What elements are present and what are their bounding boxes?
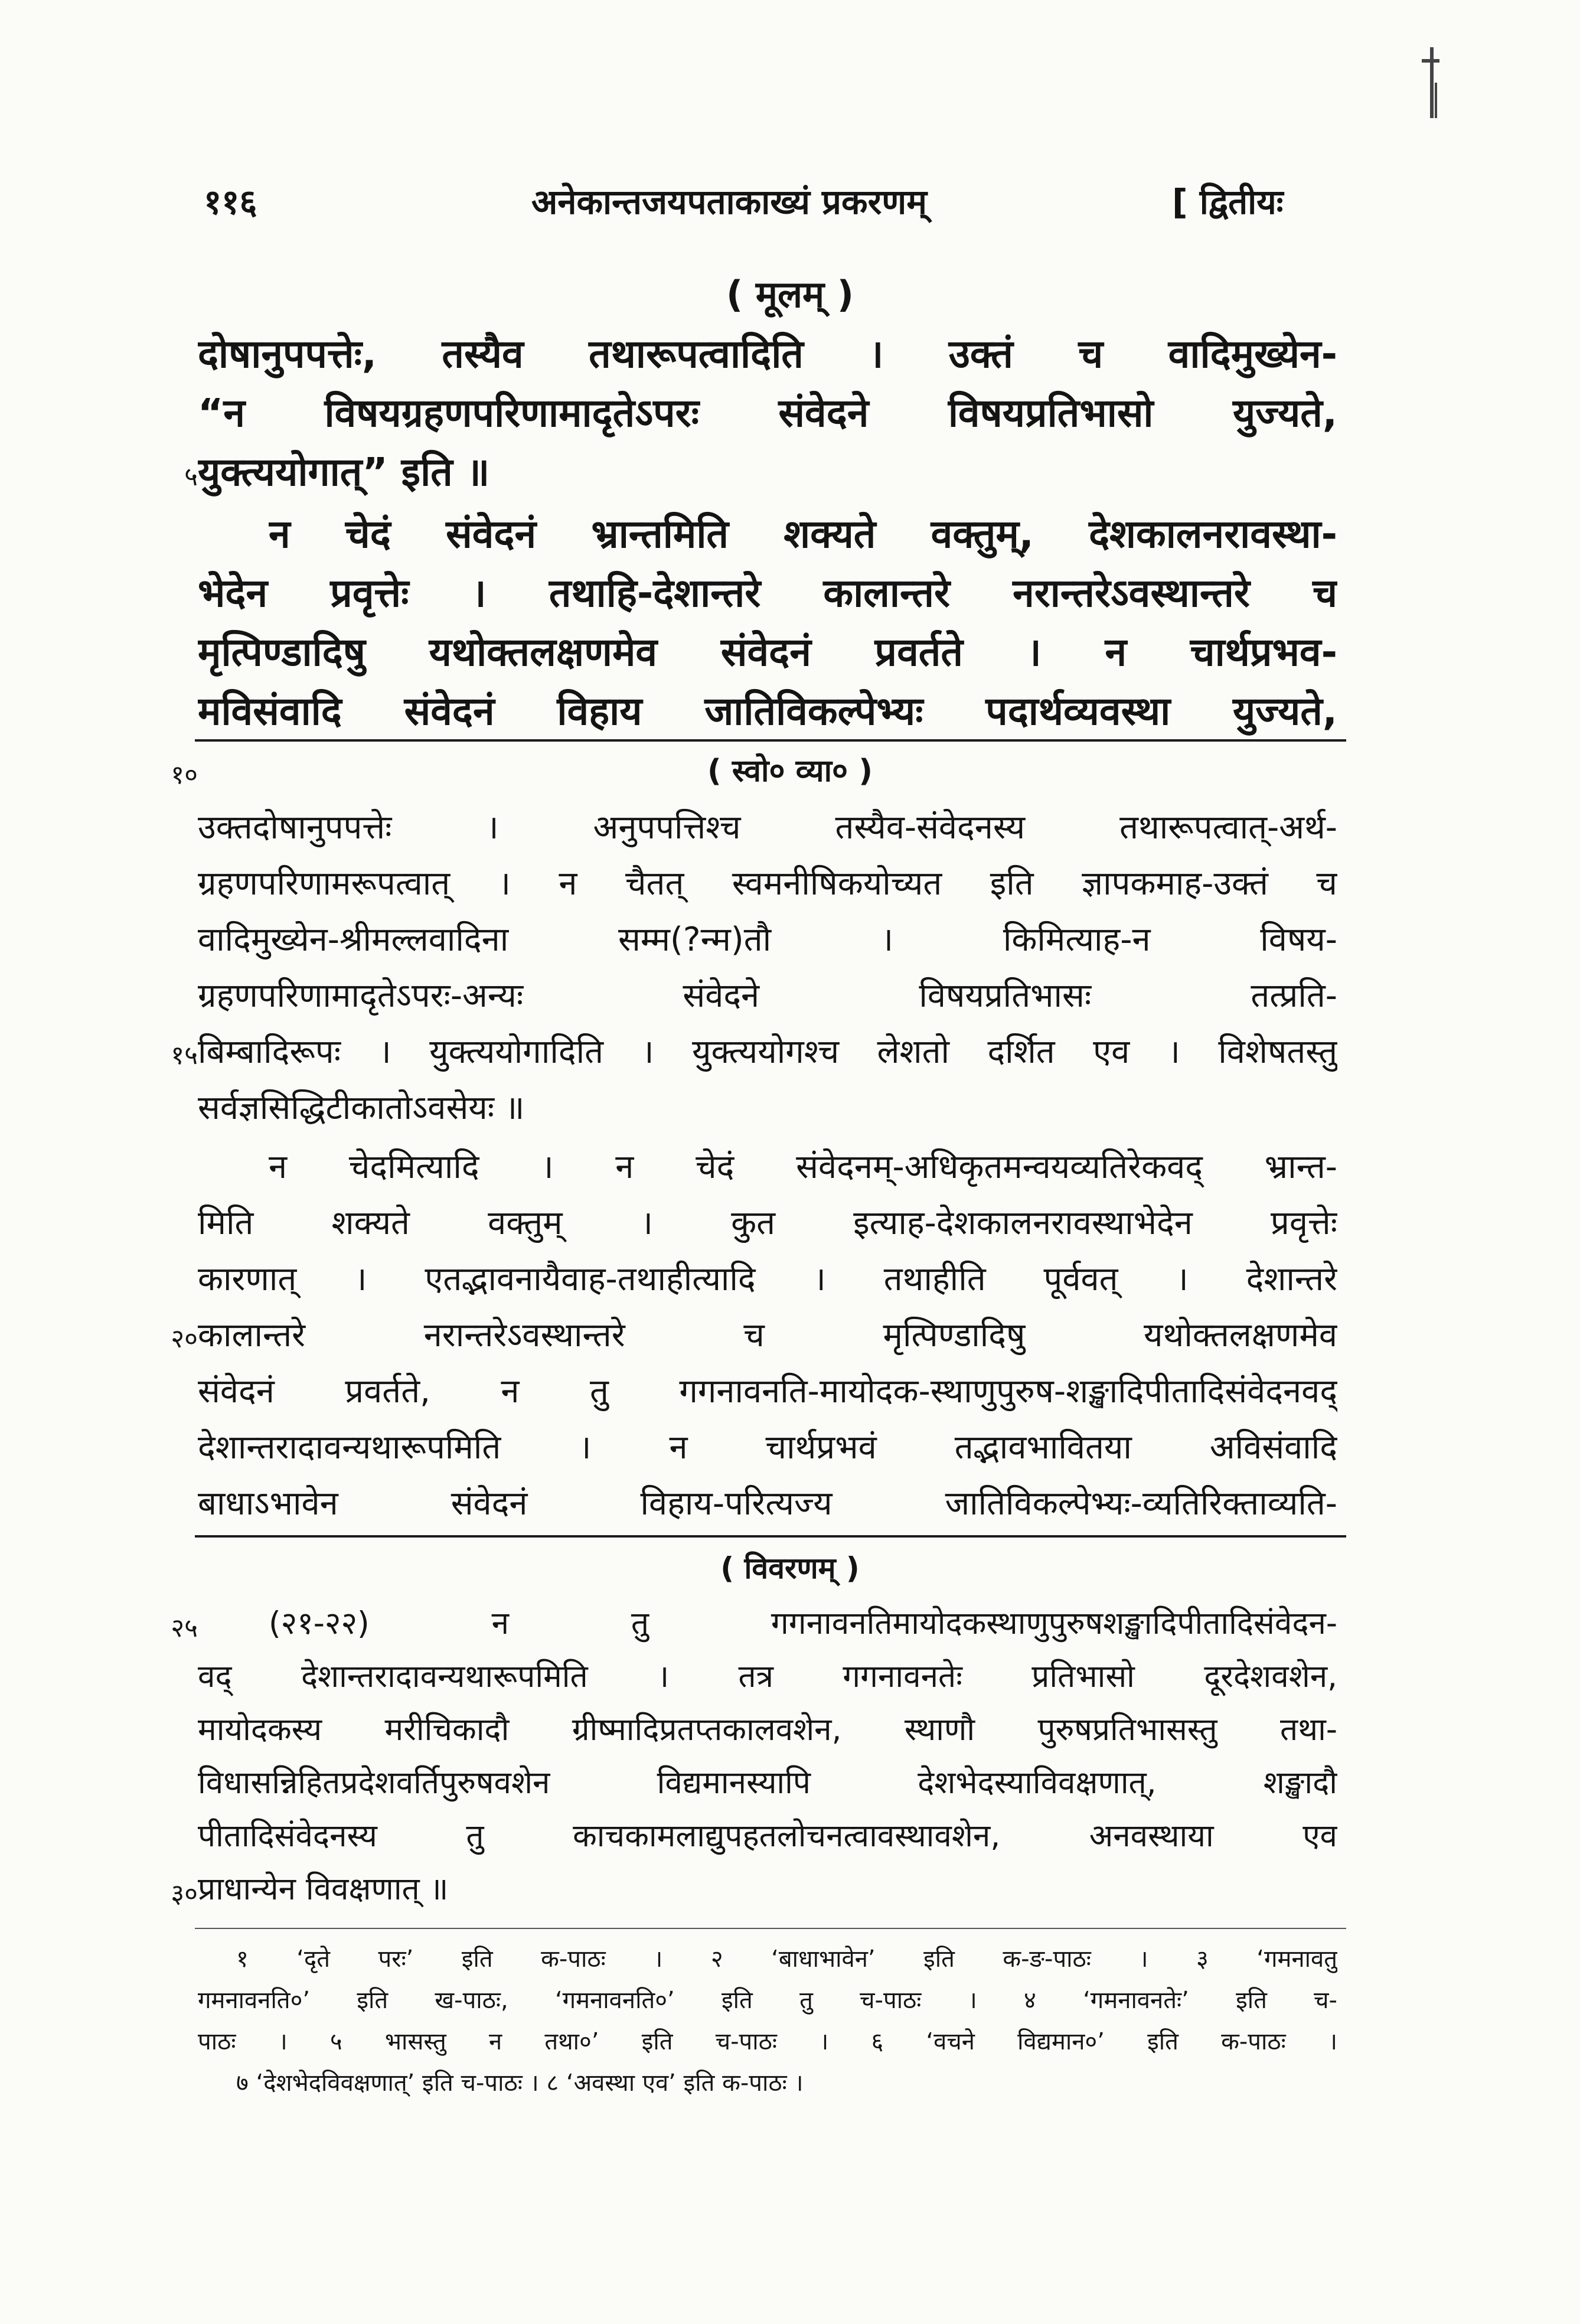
mulam-line-2: “न विषयग्रहणपरिणामादृतेऽपरः संवेदने विषयप्रतिभासो युज्यते, (198, 390, 1337, 436)
page-number: ११६ (204, 182, 257, 222)
svopajna-line-6: सर्वज्ञसिद्धिटीकातोऽवसेयः ॥ (198, 1089, 525, 1127)
svopajna-line-8: मिति शक्यते वक्तुम् । कुत इत्याह-देशकालनरावस्थाभेदेन प्रवृत्तेः (198, 1204, 1337, 1242)
mulam-divider (195, 739, 1346, 742)
mulam-line-6: मृत्पिण्डादिषु यथोक्तलक्षणमेव संवेदनं प्रवर्तते । न चार्थप्रभव- (198, 629, 1337, 675)
mulam-line-7: मविसंवादि संवेदनं विहाय जातिविकल्पेभ्यः पदार्थव्यवस्था युज्यते, (198, 688, 1337, 734)
vivaranam-line-1: (२१-२२) न तु गगनावनतिमायोदकस्थाणुपुरुषशङ्खादिपीतादिसंवेदन- (269, 1605, 1337, 1641)
footnote-line-4: ७ ‘देशभेदविवक्षणात्’ इति च-पाठः । ८ ‘अवस्था एव’ इति क-पाठः । (236, 2070, 804, 2097)
svopajna-line-10: कालान्तरे नरान्तरेऽवस्थान्तरे च मृत्पिण्डादिषु यथोक्तलक्षणमेव (198, 1316, 1337, 1354)
line-number-5: ५ (184, 462, 198, 492)
svopajna-line-7: न चेदमित्यादि । न चेदं संवेदनम्-अधिकृतमन्वयव्यतिरेकवद् भ्रान्त- (269, 1148, 1337, 1186)
svopajna-line-3: वादिमुख्येन-श्रीमल्लवादिना सम्म(?न्म)तौ । किमित्याह-न विषय- (198, 921, 1337, 959)
vivaranam-line-2: वद् देशान्तरादावन्यथारूपमिति । तत्र गगनावनतेः प्रतिभासो दूरदेशवशेन, (198, 1659, 1337, 1695)
svopajna-line-2: ग्रहणपरिणामरूपत्वात् । न चैतत् स्वमनीषिकयोच्यत इति ज्ञापकमाह-उक्तं च (198, 864, 1337, 903)
vivaranam-line-3: मायोदकस्य मरीचिकादौ ग्रीष्मादिप्रतप्तकालवशेन, स्थाणौ पुरुषप्रतिभासस्तु तथा- (198, 1712, 1337, 1748)
line-number-20: २० (171, 1324, 198, 1354)
svopajna-line-9: कारणात् । एतद्भावनायैवाह-तथाहीत्यादि । तथाहीति पूर्ववत् । देशान्तरे (198, 1260, 1337, 1298)
mulam-line-4: न चेदं संवेदनं भ्रान्तमिति शक्यते वक्तुम्, देशकालनरावस्था- (269, 511, 1337, 557)
svopajna-heading: ( स्वो० व्या० ) (707, 753, 873, 789)
line-number-10: १० (171, 760, 198, 790)
vivaranam-line-6: प्राधान्येन विवक्षणात् ॥ (198, 1871, 449, 1907)
svopajna-line-5: बिम्बादिरूपः । युक्त्ययोगादिति । युक्त्ययोगश्च लेशतो दर्शित एव । विशेषतस्तु (198, 1033, 1337, 1071)
footnote-line-3: पाठः । ५ भासस्तु न तथा०’ इति च-पाठः । ६ ‘वचने विद्यमान०’ इति क-पाठः । (198, 2028, 1337, 2055)
line-number-30: ३० (171, 1879, 198, 1909)
svopajna-line-4: ग्रहणपरिणामादृतेऽपरः-अन्यः संवेदने विषयप्रतिभासः तत्प्रति- (198, 977, 1337, 1015)
line-number-25: २५ (171, 1613, 198, 1643)
vivaranam-line-4: विधासन्निहितप्रदेशवर्तिपुरुषवशेन विद्यमानस्यापि देशभेदस्याविवक्षणात्, शङ्खादौ (198, 1765, 1337, 1801)
scan-edge-marks (1417, 47, 1452, 142)
mulam-line-3: युक्त्ययोगात्” इति ॥ (198, 449, 490, 495)
line-number-15: १५ (171, 1040, 198, 1070)
footnote-line-1: १ ‘दृते परः’ इति क-पाठः । २ ‘बाधाभावेन’ इति क-ङ-पाठः । ३ ‘गमनावतु (236, 1946, 1337, 1973)
mulam-line-1: दोषानुपपत्तेः, तस्यैव तथारूपत्वादिति । उक्तं च वादिमुख्येन- (198, 331, 1337, 377)
svopajna-line-11: संवेदनं प्रवर्तते, न तु गगनावनति-मायोदक-स्थाणुपुरुष-शङ्खादिपीतादिसंवेदनवद् (198, 1372, 1337, 1411)
mulam-heading: ( मूलम् ) (726, 273, 854, 316)
svopajna-line-13: बाधाऽभावेन संवेदनं विहाय-परित्यज्य जातिविकल्पेभ्यः-व्यतिरिक्ताव्यति- (198, 1484, 1337, 1523)
vivaranam-heading: ( विवरणम् ) (720, 1551, 860, 1585)
section-tag: [ द्वितीयः (1172, 182, 1284, 222)
svopajna-line-1: उक्तदोषानुपपत्तेः । अनुपपत्तिश्च तस्यैव-संवेदनस्य तथारूपत्वात्-अर्थ- (198, 808, 1337, 847)
svopajna-divider (195, 1535, 1346, 1538)
running-title: अनेकान्तजयपताकाख्यं प्रकरणम् (531, 182, 927, 222)
mulam-line-5: भेदेन प्रवृत्तेः । तथाहि-देशान्तरे कालान्तरे नरान्तरेऽवस्थान्तरे च (198, 570, 1337, 616)
vivaranam-line-5: पीतादिसंवेदनस्य तु काचकामलाद्युपहतलोचनत्वावस्थावशेन, अनवस्थाया एव (198, 1818, 1337, 1854)
svopajna-line-12: देशान्तरादावन्यथारूपमिति । न चार्थप्रभवं तद्भावभावितया अविसंवादि (198, 1428, 1337, 1467)
footnote-divider (195, 1928, 1346, 1929)
footnote-line-2: गमनावनति०’ इति ख-पाठः, ‘गमनावनति०’ इति तु च-पाठः । ४ ‘गमनावनतेः’ इति च- (198, 1987, 1337, 2014)
